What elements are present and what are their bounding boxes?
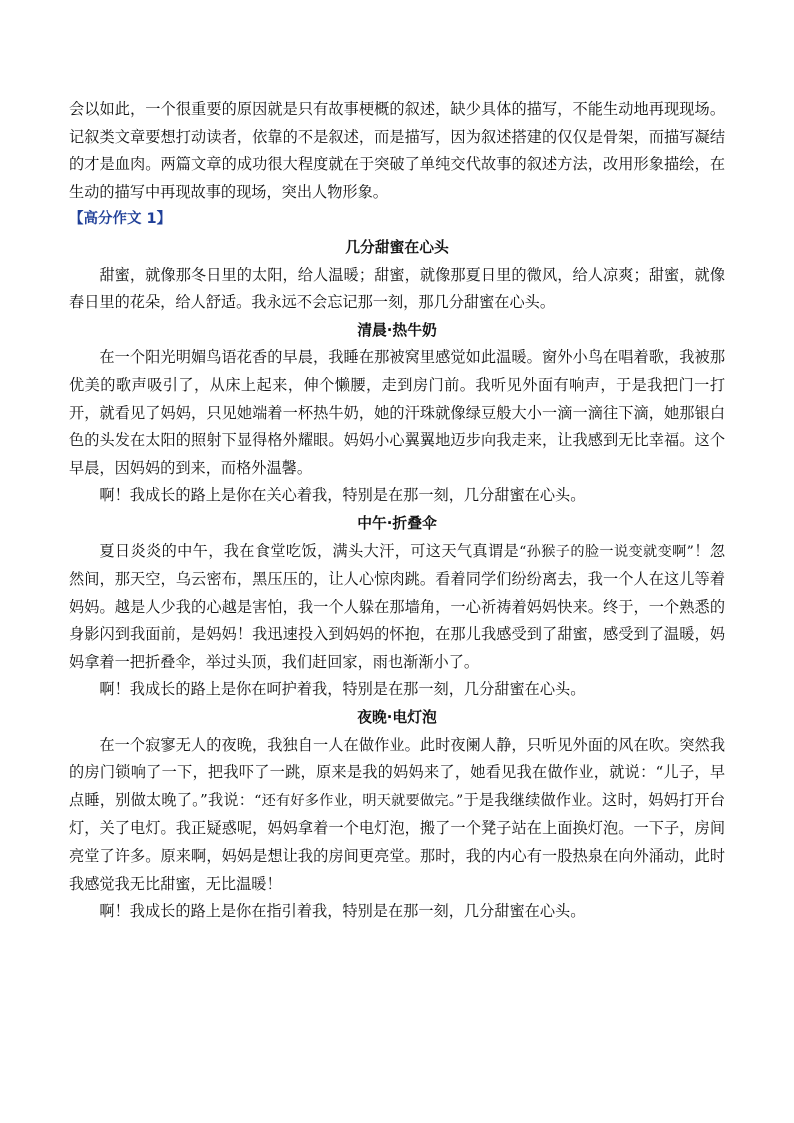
section-refrain-night: 啊！我成长的路上是你在指引着我，特别是在那一刻，几分甜蜜在心头。: [99, 902, 586, 921]
night-text-part-3: 于是我继续做作业。这时，妈妈打开台灯，关了电灯。我正疑惑呢，妈妈拿着一个电灯泡，搬了一个凳子站在上面换灯泡。一下子，房间亮堂了许多。原来啊，妈妈是想让我的房间更亮堂。那时，我的内心有一股热泉在向外涌动，此时我感觉我无比甜蜜，无比温暖！: [69, 790, 726, 893]
noon-text-part-2: ！忽然间，那天空，乌云密布，黑压压的，让人心惊肉跳。看着同学们纷纷离去，我一个人在这儿等着妈妈。越是人少我的心越是害怕，我一个人躲在那墙角，一心祈祷着妈妈快来。终于，一个熟悉的身影闪到我面前，是妈妈！我迅速投入到妈妈的怀抱，在那儿我感受到了甜蜜，感受到了温暖，妈妈拿着一把折叠伞，举过头顶，我们赶回家，雨也渐渐小了。: [69, 541, 726, 671]
night-text-part-1: 在一个寂寥无人的夜晚，我独自一人在做作业。此时夜阑人静，只听见外面的风在吹。突然我的房门锁响了一下，把我吓了一跳，原来是我的妈妈来了，她看见我在做作业，就说：: [69, 735, 725, 782]
document-page: [69, 96, 725, 926]
opening-paragraph: 甜蜜，就像那冬日里的太阳，给人温暖；甜蜜，就像那夏日里的微风，给人凉爽；甜蜜，就像春日里的花朵，给人舒适。我永远不会忘记那一刻，那几分甜蜜在心头。: [69, 265, 725, 312]
night-quote-1: “儿子，早点睡，别做太晚了。”: [69, 763, 726, 809]
noon-text-part-1: 夏日炎炎的中午，我在食堂吃饭，满头大汗，可这天气真谓是: [99, 541, 520, 560]
essay-label: 【高分作文 1】: [69, 211, 172, 228]
section-refrain-morning: 啊！我成长的路上是你在关心着我，特别是在那一刻，几分甜蜜在心头。: [99, 486, 586, 505]
section-body-night: [69, 732, 725, 899]
essay-title: 几分甜蜜在心头: [345, 238, 449, 256]
section-body-morning: 在一个阳光明媚鸟语花香的早晨，我睡在那被窝里感觉如此温暖。窗外小鸟在唱着歌，我被那优美的歌声吸引了，从床上起来，伸个懒腰，走到房门前。我听见外面有响声，于是我把门一打开，就看见了妈妈，只见她端着一杯热牛奶，她的汗珠就像绿豆般大小一滴一滴往下滴，她那银白色的头发在太阳的照射下显得格外耀眼。妈妈小心翼翼地迈步向我走来，让我感到无比幸福。这个早晨，因妈妈的到来，而格外温馨。: [69, 348, 725, 477]
night-text-part-2: 我说：: [207, 790, 255, 809]
section-heading-night: 夜晚·电灯泡: [357, 709, 437, 727]
section-refrain-noon: 啊！我成长的路上是你在呵护着我，特别是在那一刻，几分甜蜜在心头。: [99, 680, 586, 699]
noon-quote: “孙猴子的脸一说变就变啊”: [519, 543, 694, 560]
intro-paragraph: 会以如此，一个很重要的原因就是只有故事梗概的叙述，缺少具体的描写，不能生动地再现现场。记叙类文章要想打动读者，依靠的不是叙述，而是描写，因为叙述搭建的仅仅是骨架，而描写凝结的才是血肉。两篇文章的成功很大程度就在于突破了单纯交代故事的叙述方法，改用形象描绘，在生动的描写中再现故事的现场，突出人物形象。: [69, 100, 725, 201]
section-heading-noon: 中午·折叠伞: [357, 514, 437, 532]
section-heading-morning: 清晨·热牛奶: [357, 321, 437, 339]
night-quote-2: “还有好多作业，明天就要做完。”: [254, 792, 464, 809]
section-body-noon: [69, 538, 725, 677]
